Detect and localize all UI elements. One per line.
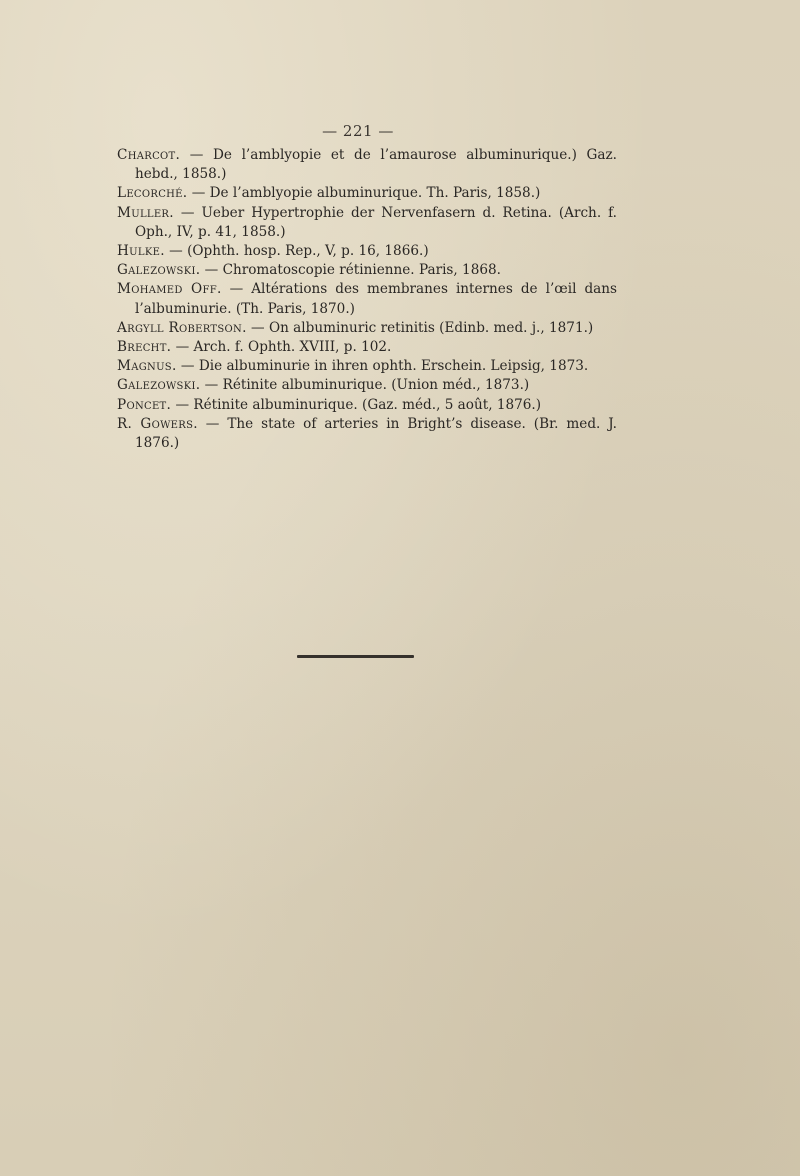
reference-item [117, 146, 617, 184]
reference-item [117, 357, 617, 376]
reference-text: — Altérations des membranes internes de l’œil dans l’albuminurie. (Th. Paris, 1870.) [135, 281, 617, 317]
reference-item [117, 204, 617, 242]
end-rule [297, 655, 414, 658]
reference-item [117, 261, 617, 280]
reference-author: Poncet. [117, 396, 172, 413]
reference-author: Brecht. [117, 339, 172, 356]
reference-text: — Rétinite albuminurique. (Gaz. méd., 5 août, 1876.) [171, 396, 542, 413]
reference-text: — On albuminuric retinitis (Edinb. med. j., 1871.) [246, 319, 594, 336]
reference-item [117, 242, 617, 261]
reference-text: — De l’amblyopie albuminurique. Th. Paris, 1858.) [187, 185, 541, 202]
reference-list [117, 146, 617, 453]
reference-author: Hulke. [117, 243, 165, 260]
reference-author: Galezowski. [117, 377, 201, 394]
reference-text: — Die albuminurie in ihren ophth. Erschein. Leipsig, 1873. [176, 358, 589, 375]
reference-author: Magnus. [117, 358, 177, 375]
reference-author: Charcot. [117, 147, 181, 163]
reference-text: — (Ophth. hosp. Rep., V, p. 16, 1866.) [164, 243, 429, 260]
reference-author: Mohamed Off. [117, 281, 222, 298]
reference-item [117, 319, 617, 338]
reference-author: Galezowski. [117, 262, 201, 279]
reference-text: — Rétinite albuminurique. (Union méd., 1873.) [200, 377, 530, 394]
reference-text: — Chromatoscopie rétinienne. Paris, 1868. [200, 262, 501, 279]
reference-item [117, 280, 617, 318]
reference-text: — Ueber Hypertrophie der Nervenfasern d. Retina. (Arch. f. Oph., IV, p. 41, 1858.) [135, 204, 617, 240]
page-number: — 221 — [322, 122, 394, 140]
reference-item [117, 415, 617, 453]
reference-item [117, 376, 617, 395]
reference-text: — The state of arteries in Bright’s disease. (Br. med. J. 1876.) [135, 415, 618, 452]
reference-author: Argyll Robertson. [117, 319, 247, 336]
reference-author: Muller. [117, 204, 174, 221]
reference-text: — De l’amblyopie et de l’amaurose albuminurique.) Gaz. hebd., 1858.) [135, 147, 617, 183]
reference-item [117, 338, 617, 357]
reference-author: R. Gowers. [117, 415, 198, 432]
reference-text: — Arch. f. Ophth. XVIII, p. 102. [171, 339, 392, 356]
reference-item [117, 396, 617, 415]
reference-item [117, 184, 617, 203]
reference-author: Lecorché. [117, 185, 188, 202]
